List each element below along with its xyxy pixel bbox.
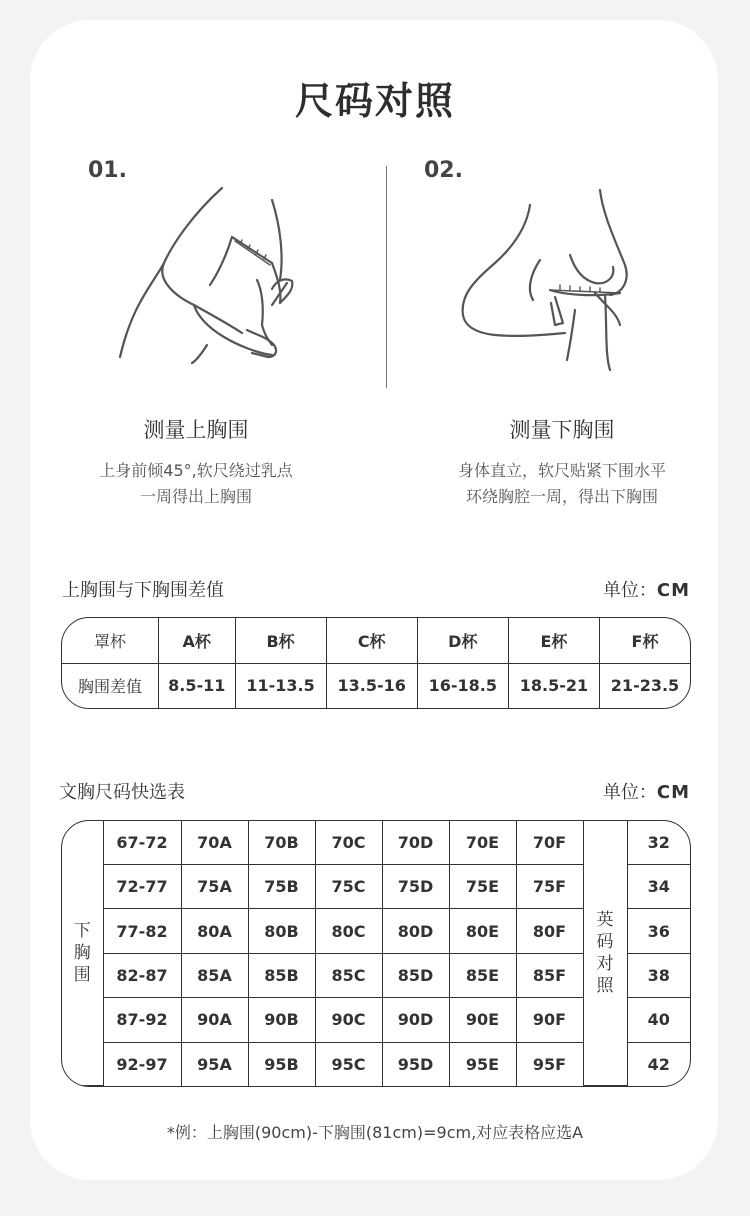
step-1-desc-line-2: 一周得出上胸围 — [139, 487, 252, 506]
table-cell: 8.5-11 — [159, 663, 236, 708]
size-cell: 70C — [315, 821, 382, 864]
size-cell: 95E — [449, 1042, 516, 1085]
underbust-range: 92-97 — [103, 1042, 181, 1085]
uk-size-label-char: 码 — [596, 932, 614, 952]
underbust-label-char: 胸 — [73, 943, 91, 963]
underbust-label-char: 围 — [73, 965, 91, 985]
step-number-2: 02. — [424, 158, 463, 183]
size-cell: 75C — [315, 864, 382, 908]
size-cell: 95C — [315, 1042, 382, 1085]
step-2-desc-line-2: 环绕胸腔一周，得出下胸围 — [465, 487, 658, 506]
unit-value: CM — [656, 580, 690, 601]
size-cell: 85A — [181, 953, 248, 997]
underbust-range: 82-87 — [103, 953, 181, 997]
size-cell: 95D — [382, 1042, 449, 1085]
size-section-label: 文胸尺码快选表 — [59, 782, 185, 803]
footnote: *例：上胸围(90cm)-下胸围(81cm)=9cm,对应表格应选A — [166, 1123, 584, 1142]
size-cell: 80D — [382, 909, 449, 953]
size-cell: 75E — [449, 864, 516, 908]
cup-difference-table — [61, 617, 691, 709]
uk-size-cell: 34 — [627, 864, 690, 908]
uk-size-label-char: 照 — [596, 976, 614, 996]
uk-size-label — [583, 821, 627, 1086]
cup-section-label: 上胸围与下胸围差值 — [62, 580, 224, 601]
size-cell: 90A — [181, 998, 248, 1042]
size-cell: 90C — [315, 998, 382, 1042]
size-cell: 70A — [181, 821, 248, 864]
measure-underbust-illustration — [455, 185, 655, 375]
table-row — [62, 618, 690, 663]
table-cell: 18.5-21 — [508, 663, 599, 708]
step-1-desc-line-1: 上身前倾45°,软尺绕过乳点 — [99, 461, 293, 480]
table-cell: F杯 — [600, 618, 691, 663]
divider — [386, 166, 387, 388]
table-cell: 13.5-16 — [326, 663, 417, 708]
step-2-description — [402, 458, 722, 510]
size-cell: 75A — [181, 864, 248, 908]
uk-size-cell: 36 — [627, 909, 690, 953]
size-cell: 90E — [449, 998, 516, 1042]
size-cell: 90B — [248, 998, 315, 1042]
size-cell: 85E — [449, 953, 516, 997]
table-header-cup: 罩杯 — [62, 618, 159, 663]
size-cell: 80E — [449, 909, 516, 953]
size-cell: 80A — [181, 909, 248, 953]
unit-value: CM — [656, 782, 690, 803]
uk-size-cell: 38 — [627, 953, 690, 997]
step-2-desc-line-1: 身体直立，软尺贴紧下围水平 — [457, 461, 666, 480]
size-cell: 90F — [516, 998, 583, 1042]
table-cell: D杯 — [417, 618, 508, 663]
underbust-range: 72-77 — [103, 864, 181, 908]
table-cell: 11-13.5 — [235, 663, 326, 708]
size-cell: 70D — [382, 821, 449, 864]
table-cell: B杯 — [235, 618, 326, 663]
size-cell: 80C — [315, 909, 382, 953]
table-cell: A杯 — [159, 618, 236, 663]
size-cell: 95B — [248, 1042, 315, 1085]
table-cell: E杯 — [508, 618, 599, 663]
size-cell: 75D — [382, 864, 449, 908]
table-row — [62, 821, 690, 864]
step-1-heading: 测量上胸围 — [143, 418, 249, 442]
table-header-diff: 胸围差值 — [62, 663, 159, 708]
size-section-unit — [603, 778, 690, 804]
underbust-label-char: 下 — [73, 921, 91, 941]
size-cell: 85D — [382, 953, 449, 997]
table-cell: 16-18.5 — [417, 663, 508, 708]
size-cell: 85B — [248, 953, 315, 997]
size-cell: 85F — [516, 953, 583, 997]
uk-size-cell: 40 — [627, 998, 690, 1042]
uk-size-cell: 42 — [627, 1042, 690, 1085]
size-cell: 70E — [449, 821, 516, 864]
size-cell: 95F — [516, 1042, 583, 1085]
table-cell: 21-23.5 — [610, 676, 680, 696]
table-row — [62, 663, 690, 708]
uk-size-label-char: 英 — [596, 910, 614, 930]
size-cell: 95A — [181, 1042, 248, 1085]
measure-bust-illustration — [112, 185, 312, 365]
step-2-heading: 测量下胸围 — [509, 418, 615, 442]
size-cell: 70B — [248, 821, 315, 864]
size-quick-select-table — [61, 820, 691, 1087]
uk-size-label-char: 对 — [596, 954, 614, 974]
uk-size-cell: 32 — [627, 821, 690, 864]
size-cell: 70F — [516, 821, 583, 864]
unit-prefix: 单位： — [602, 580, 657, 601]
underbust-range: 77-82 — [103, 909, 181, 953]
table-cell: C杯 — [326, 618, 417, 663]
step-number-1: 01. — [88, 158, 127, 183]
cup-section-unit — [603, 576, 690, 602]
size-cell: 80B — [248, 909, 315, 953]
size-cell: 75B — [248, 864, 315, 908]
size-cell: 90D — [382, 998, 449, 1042]
step-1-description — [36, 458, 356, 510]
underbust-range: 67-72 — [103, 821, 181, 864]
size-cell: 85C — [315, 953, 382, 997]
size-cell: 75F — [516, 864, 583, 908]
underbust-range: 87-92 — [103, 998, 181, 1042]
size-cell: 80F — [516, 909, 583, 953]
page-title: 尺码对照 — [294, 79, 455, 123]
underbust-label — [62, 821, 103, 1086]
unit-prefix: 单位： — [602, 782, 657, 803]
